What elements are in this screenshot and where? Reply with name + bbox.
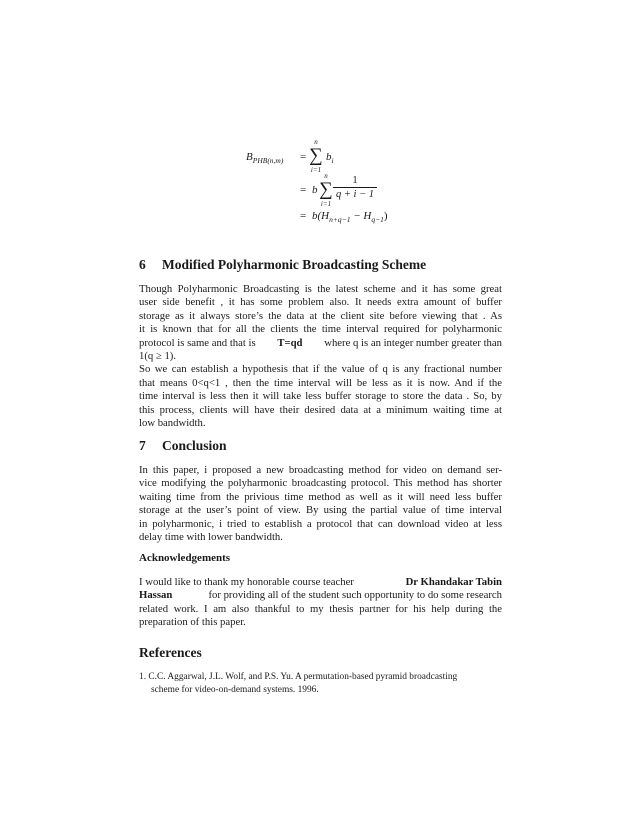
fraction-denominator: q + i − 1	[335, 189, 375, 200]
text-line: time interval is less then it will take less buffer storage to store the data . So, by	[139, 390, 502, 403]
equation-harmonic-diff: $b(H_{n+q-1} - H_{q-1})$	[312, 210, 388, 224]
text-line: preparation of this paper.	[139, 616, 246, 629]
section-6-heading	[139, 257, 426, 273]
fraction-numerator: 1	[352, 175, 358, 186]
text-segment: I would like to thank my honorable course teacher	[139, 576, 354, 588]
formula-bold: T=qd	[277, 336, 303, 349]
text-line: storage as it always store’s the data at the client site before viewing that . As	[139, 309, 502, 322]
section-number: 6	[139, 257, 146, 272]
section-6-body	[139, 283, 502, 430]
text-line: Though Polyharmonic Broadcasting is the latest scheme and it has some great	[139, 283, 502, 295]
equation-equals-1: =	[300, 151, 307, 163]
text-line: waiting time from the privious time method as well as it will need less buffer	[139, 490, 502, 503]
text-line	[139, 337, 502, 350]
text-line: user side benefit , it has some problem also. It needs extra amount of buffer	[139, 296, 502, 309]
section-7-body	[139, 464, 502, 544]
section-7-heading	[139, 438, 227, 454]
reference-number: 1.	[139, 672, 147, 682]
text-line: related work. I am also thankful to my thesis partner for his help during the	[139, 602, 502, 615]
teacher-name: Dr Khandakar Tabin	[405, 576, 502, 588]
text-line: delay time with lower bandwidth.	[139, 530, 283, 543]
sum-upper-1: n	[314, 138, 318, 146]
reference-item	[139, 671, 502, 696]
equation-equals-3: =	[300, 210, 307, 222]
text-line: So we can establish a hypothesis that if the value of q is any fractional number	[139, 363, 502, 376]
text-segment: for providing all of the student such opportunity to do some research	[208, 589, 502, 602]
text-segment: protocol is same and that is	[139, 336, 256, 349]
text-segment: where q is an integer number greater than	[324, 336, 502, 349]
text-line: storage at the user’s point of view. By using the partial value of time interval	[139, 504, 502, 517]
section-title: Modified Polyharmonic Broadcasting Scheme	[162, 257, 427, 272]
text-line: that means 0<q<1 , then the time interval will be less as it is now. And if the	[139, 376, 502, 389]
reference-line: scheme for video-on-demand systems. 1996.	[151, 684, 319, 695]
text-line: this process, clients will have their desired data at a minimum waiting time at	[139, 403, 502, 416]
sum-lower-2: i=1	[320, 200, 332, 208]
acknowledgements-heading: Acknowledgements	[139, 552, 231, 564]
acknowledgements-body	[139, 576, 502, 630]
text-line: low bandwidth.	[139, 416, 206, 429]
sum-lower-1: i=1	[310, 166, 322, 174]
text-line: In this paper, i proposed a new broadcasting method for video on demand ser-	[139, 464, 502, 476]
equation-coef-b: b	[312, 184, 318, 196]
teacher-name: Hassan	[139, 589, 173, 602]
equation-term-1: $b_i$	[326, 151, 334, 165]
equation-lhs: $B_{PHB(n,m)}$	[246, 151, 284, 165]
text-line: in polyharmonic, i tried to establish a protocol that can download video at less	[139, 517, 502, 530]
equation-fraction	[333, 175, 377, 200]
text-line	[139, 576, 502, 589]
reference-text: C.C. Aggarwal, J.L. Wolf, and P.S. Yu. A permutation-based pyramid broadcasting	[148, 672, 458, 682]
equation-equals-2: =	[300, 184, 307, 196]
text-line: it is known that for all the clients the time interval required for polyharmonic	[139, 323, 502, 336]
reference-line	[139, 671, 502, 684]
sum-symbol-1: ∑	[309, 145, 323, 166]
section-title: Conclusion	[162, 438, 227, 453]
sum-symbol-2: ∑	[319, 179, 333, 200]
text-line	[139, 589, 502, 602]
sum-upper-2: n	[324, 172, 328, 180]
text-line: vice modifying the polyharmonic broadcasting protocol. This method has shorter	[139, 477, 502, 490]
text-line: 1(q ≥ 1).	[139, 349, 177, 362]
references-heading: References	[139, 645, 202, 660]
section-number: 7	[139, 438, 146, 453]
